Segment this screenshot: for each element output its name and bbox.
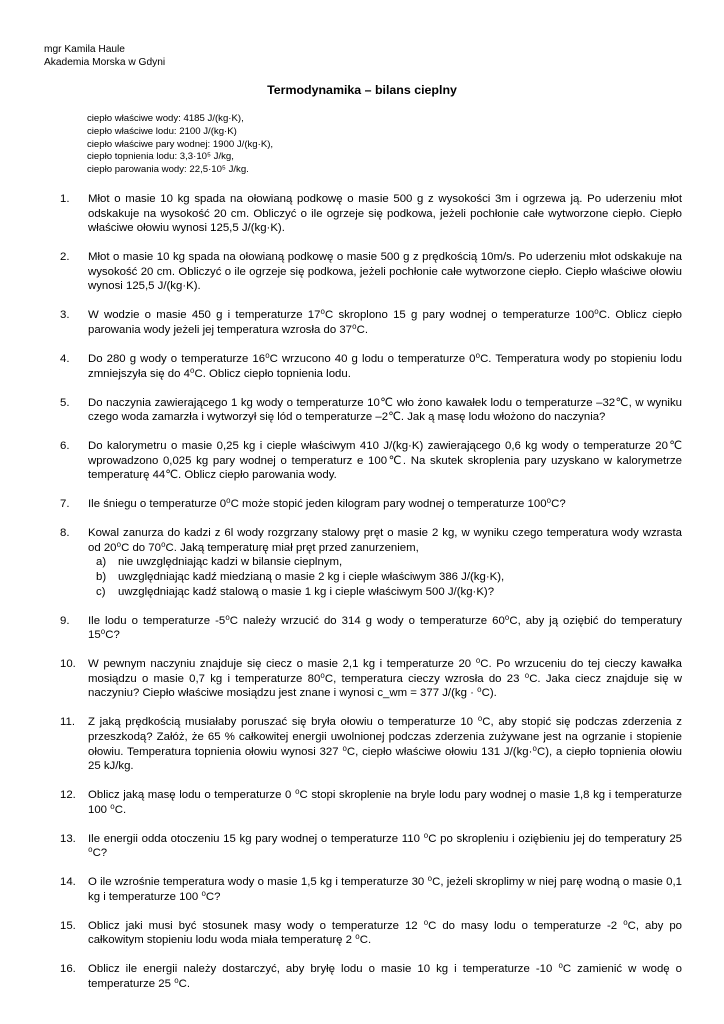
problem-item [60, 396, 682, 425]
problem-text: Młot o masie 10 kg spada na ołowianą podkowę o masie 500 g z prędkością 10m/s. Po uderzeniu młot odskakuje na wysokość 20 cm. Obliczyć o ile ogrzeje się podkowa, jeżeli pochłonie całe wytworzone ciepło. Ciepło właściwe ołowiu wynosi 125,5 J/(kg·K). [88, 251, 682, 293]
subitem [88, 585, 682, 600]
problem-item [60, 526, 682, 599]
subitem-text: uwzględniając kadź stalową o masie 1 kg i cieple właściwym 500 J/(kg·K)? [118, 585, 495, 598]
problem-item [60, 439, 682, 483]
problem-text: Oblicz ile energii należy dostarczyć, aby bryłę lodu o masie 10 kg i temperaturze -10 ⁰C zamienić w wodę o temperaturze 25 ⁰C. [88, 963, 682, 991]
problem-number: 6. [60, 440, 70, 453]
constant-item: ciepło parowania wody: 22,5·10⁵ J/kg. [87, 164, 249, 176]
author-name: mgr Kamila Haule [44, 44, 125, 55]
problem-text: W wodzie o masie 450 g i temperaturze 17⁰C skroplono 15 g pary wodnej o temperaturze 100⁰C. Oblicz ciepło parowania wody jeżeli jej temperatura wzrosła do 37⁰C. [88, 309, 682, 336]
problem-item [60, 250, 682, 294]
problem-number: 16. [60, 963, 76, 976]
constant-item: ciepło właściwe wody: 4185 J/(kg·K), [87, 113, 244, 124]
problem-number: 2. [60, 251, 70, 264]
problem-number: 15. [60, 919, 76, 932]
problem-text: Ile energii odda otoczeniu 15 kg pary wodnej o temperaturze 110 ⁰C po skropleniu i oziębieniu jej do temperatury 25 ⁰C? [88, 832, 682, 860]
problem-number: 9. [60, 614, 70, 627]
author-institution: Akademia Morska w Gdyni [44, 56, 166, 68]
problem-text: Oblicz jaki musi być stosunek masy wody o temperaturze 12 ⁰C do masy lodu o temperaturze -2 ⁰C, aby po całkowitym stopieniu lodu woda miała temperaturę 2 ⁰C. [88, 919, 682, 947]
author-block [44, 44, 165, 69]
document-title: Termodynamika – bilans cieplny [267, 83, 457, 97]
problem-item [60, 832, 682, 861]
subitem-letter: a) [96, 556, 107, 569]
subitem [88, 555, 682, 570]
constant-item: ciepło właściwe lodu: 2100 J/(kg·K) [87, 125, 237, 137]
problem-text: Ile lodu o temperaturze -5⁰C należy wrzucić do 314 g wody o temperaturze 60⁰C, aby ją oziębić do temperatury 15⁰C? [88, 614, 682, 642]
problem-item [60, 308, 682, 337]
problem-text: Oblicz jaką masę lodu o temperaturze 0 ⁰C stopi skroplenie na bryle lodu pary wodnej o masie 1,8 kg i temperaturze 100 ⁰C. [88, 789, 682, 816]
problem-text: Do kalorymetru o masie 0,25 kg i cieple właściwym 410 J/(kg·K) zawierającego 0,6 kg wody o temperaturze 20℃ wprowadzono 0,025 kg pary wodnej o temperaturz e 100℃. Na skutek skroplenia pary uzyskano w kalorymetrze temperaturę 44℃. Oblicz ciepło parowania wody. [88, 440, 682, 482]
problem-item [60, 352, 682, 381]
problem-text: Kowal zanurza do kadzi z 6l wody rozgrzany stalowy pręt o masie 2 kg, w wyniku czego temperatura wody wzrasta od 20⁰C do 70⁰C. Jaką temperaturę miał pręt przed zanurzeniem, [88, 527, 682, 554]
problem-number: 8. [60, 527, 70, 540]
subitem [88, 570, 682, 585]
problem-text: Ile śniegu o temperaturze 0⁰C może stopić jeden kilogram pary wodnej o temperaturze 100⁰C? [88, 498, 566, 511]
problem-item [60, 962, 682, 991]
problem-text: Do naczynia zawierającego 1 kg wody o temperaturze 10℃ wło żono kawałek lodu o temperaturze –32℃, w wyniku czego woda zamarzła i wytworzył się lód o temperaturze –2℃. Jak ą masę lodu włożono do naczynia? [88, 396, 682, 424]
constant-item: ciepło właściwe pary wodnej: 1900 J/(kg·K), [87, 138, 274, 150]
problem-number: 11. [60, 716, 75, 729]
problem-number: 14. [60, 876, 76, 889]
problem-number: 3. [60, 309, 70, 322]
problem-item [60, 497, 682, 512]
problem-text: Młot o masie 10 kg spada na ołowianą podkowę o masie 500 g z wysokości 3m i ogrzewa ją. Po uderzeniu młot odskakuje na wysokość 20 cm. Obliczyć o ile ogrzeje się podkowa, jeżeli pochłonie całe wytworzone ciepło. Ciepło właściwe ołowiu wynosi 125,5 J/(kg·K). [88, 193, 682, 235]
problem-number: 4. [60, 352, 70, 365]
problem-item [60, 192, 682, 236]
problem-item [60, 657, 682, 701]
problem-item [60, 919, 682, 948]
problem-number: 10. [60, 658, 76, 671]
constants-list [87, 113, 273, 177]
subitem-list [88, 555, 682, 599]
problem-number: 7. [60, 498, 70, 511]
problem-item [60, 875, 682, 904]
problem-item [60, 788, 682, 817]
problem-text: Z jaką prędkością musiałaby poruszać się bryła ołowiu o temperaturze 10 ⁰C, aby stopić się podczas zderzenia z przeszkodą? Załóż, że 65 % całkowitej energii uwolnionej podczas zderzenia zużywane jest na ogrzanie i stopienie ołowiu. Temperatura topnienia ołowiu wynosi 327 ⁰C, ciepło właściwe ołowiu 131 J/(kg·⁰C), a ciepło topnienia ołowiu 25 kJ/kg. [88, 716, 682, 773]
subitem-text: uwzględniając kadź miedzianą o masie 2 kg i cieple właściwym 386 J/(kg·K), [118, 571, 505, 584]
problem-text: O ile wzrośnie temperatura wody o masie 1,5 kg i temperaturze 30 ⁰C, jeżeli skroplimy w niej parę wodną o masie 0,1 kg i temperaturze 100 ⁰C? [88, 876, 682, 903]
problem-number: 12. [60, 789, 76, 802]
problem-text: Do 280 g wody o temperaturze 16⁰C wrzucono 40 g lodu o temperaturze 0⁰C. Temperatura wody po stopieniu lodu zmniejszyła się do 4⁰C. Oblicz ciepło topnienia lodu. [88, 352, 682, 380]
constant-item: ciepło topnienia lodu: 3,3·10⁵ J/kg, [87, 151, 234, 163]
subitem-text: nie uwzględniając kadzi w bilansie cieplnym, [118, 556, 343, 569]
problems-list [60, 192, 682, 1006]
problem-number: 1. [60, 193, 70, 205]
problem-item [60, 614, 682, 643]
problem-number: 5. [60, 396, 70, 409]
problem-text: W pewnym naczyniu znajduje się ciecz o masie 2,1 kg i temperaturze 20 ⁰C. Po wrzuceniu do tej cieczy kawałka mosiądzu o masie 0,7 kg i temperaturze 80⁰C, temperatura cieczy wzrosła do 23 ⁰C. Jaka ciecz znajduje się w naczyniu? Ciepło właściwe mosiądzu jest znane i wynosi c_wm = 377 J/(kg · ⁰C). [88, 658, 682, 700]
subitem-letter: c) [96, 585, 106, 598]
problem-item [60, 715, 682, 773]
problem-number: 13. [60, 832, 76, 845]
subitem-letter: b) [96, 571, 107, 584]
